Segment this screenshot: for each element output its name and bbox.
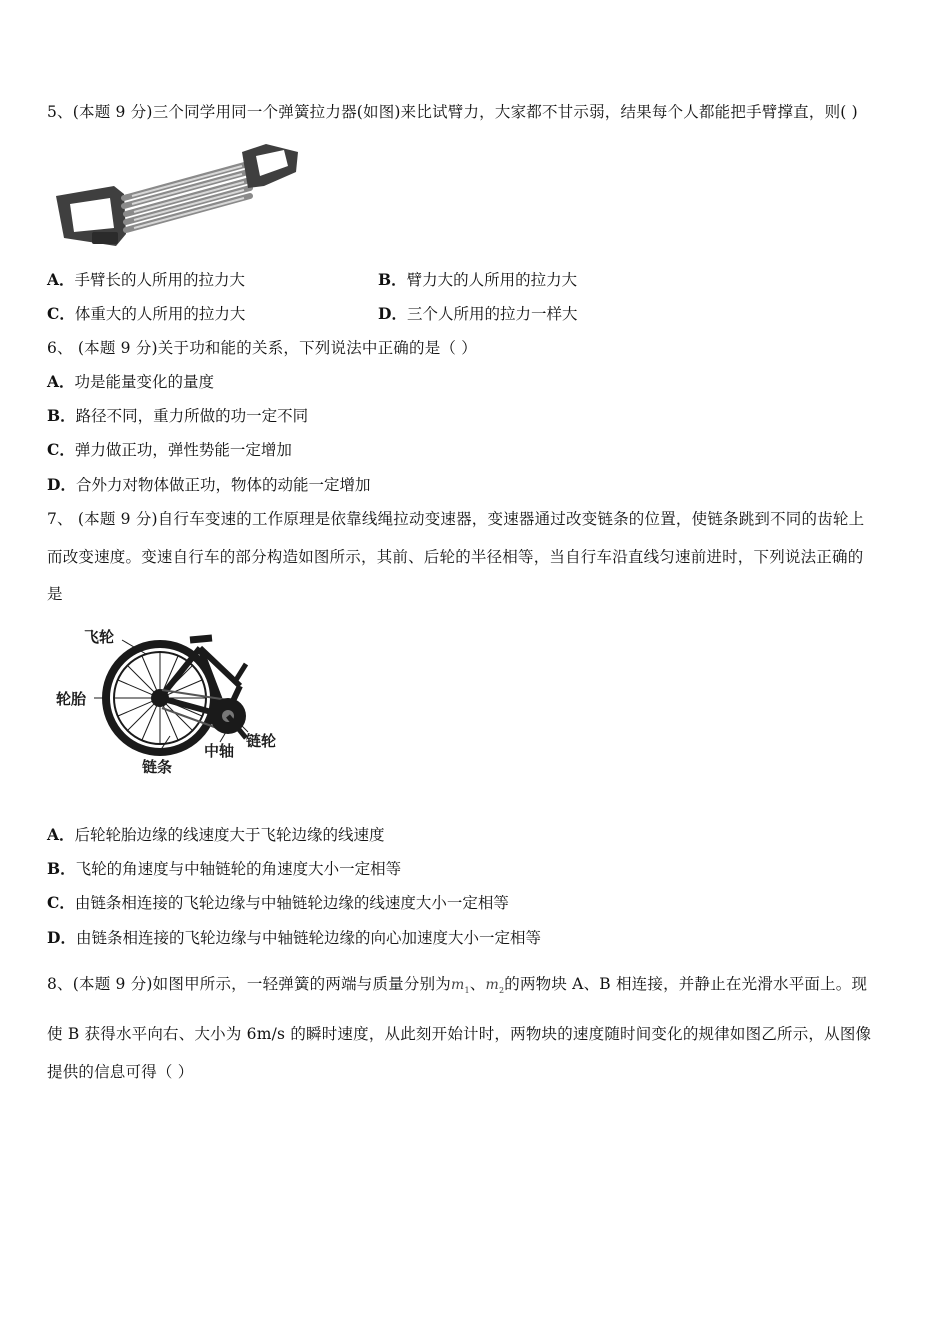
q6-option-a-letter: A． (47, 372, 75, 391)
q6-option-a[interactable] (47, 371, 214, 393)
m1-symbol: $m_1$ (450, 977, 470, 995)
right-handle-icon (242, 144, 298, 188)
spring-expander-figure (52, 138, 302, 250)
label-chain: 链条 (142, 758, 173, 776)
q5-option-a-text: 手臂长的人所用的拉力大 (74, 271, 246, 289)
q6-option-d-text: 合外力对物体做正功，物体的动能一定增加 (75, 476, 371, 494)
q7-option-b[interactable] (47, 858, 401, 880)
q6-option-d[interactable] (47, 474, 370, 496)
label-tire: 轮胎 (56, 690, 87, 708)
q6-option-a-text: 功是能量变化的量度 (74, 373, 215, 391)
bicycle-gear-figure (50, 620, 300, 780)
q8-stem-part-2: 的两物块 A、B 相连接，并静止在光滑水平面上。现 (504, 975, 868, 993)
q6-option-c[interactable] (47, 439, 292, 461)
q7-option-a-letter: A． (47, 825, 75, 844)
label-axle: 中轴 (204, 742, 235, 760)
q7-stem-line-2: 而改变速度。变速自行车的部分构造如图所示，其前、后轮的半径相等，当自行车沿直线匀速前进时，下列说法正确的 (47, 548, 864, 566)
q5-option-d-text: 三个人所用的拉力一样大 (406, 305, 578, 323)
q7-option-d-text: 由链条相连接的飞轮边缘与中轴链轮边缘的向心加速度大小一定相等 (75, 929, 541, 947)
q5-option-a[interactable] (47, 269, 245, 291)
label-flywheel: 飞轮 (84, 628, 115, 646)
q5-option-a-letter: A． (47, 270, 75, 289)
q5-stem: 5、(本题 9 分)三个同学用同一个弹簧拉力器(如图)来比试臂力，大家都不甘示弱，结果每个人都能把手臂撑直，则( ) (47, 103, 858, 121)
left-handle-icon (56, 186, 126, 246)
q5-option-c[interactable] (47, 303, 245, 325)
q7-option-c-text: 由链条相连接的飞轮边缘与中轴链轮边缘的线速度大小一定相等 (74, 894, 509, 912)
q5-option-b-text: 臂力大的人所用的拉力大 (406, 271, 578, 289)
q7-stem-line-3: 是 (47, 585, 63, 603)
q8-stem-line-2: 使 B 获得水平向右、大小为 6m/s 的瞬时速度，从此刻开始计时，两物块的速度随时间变化的规律如图乙所示，从图像 (47, 1025, 872, 1043)
q8-stem-line-3: 提供的信息可得（ ） (47, 1063, 194, 1081)
q7-option-a-text: 后轮轮胎边缘的线速度大于飞轮边缘的线速度 (74, 826, 385, 844)
q7-stem-line-1: 7、 (本题 9 分)自行车变速的工作原理是依靠线绳拉动变速器，变速器通过改变链条的位置，使链条跳到不同的齿轮上 (47, 510, 865, 528)
q8-stem-part-1: 8、(本题 9 分)如图甲所示，一轻弹簧的两端与质量分别为 (47, 975, 451, 993)
q8-stem-line-1 (47, 973, 867, 1002)
q5-option-d-letter: D． (378, 304, 407, 323)
q6-option-b-text: 路径不同，重力所做的功一定不同 (75, 407, 309, 425)
q6-option-c-text: 弹力做正功，弹性势能一定增加 (74, 441, 292, 459)
q6-option-d-letter: D． (47, 475, 76, 494)
q5-option-c-letter: C． (47, 304, 75, 323)
q6-option-b-letter: B． (47, 406, 76, 425)
q7-option-d-letter: D． (47, 928, 76, 947)
q5-option-b-letter: B． (378, 270, 407, 289)
q5-option-b[interactable] (378, 269, 577, 291)
q7-option-c[interactable] (47, 892, 509, 914)
q5-option-c-text: 体重大的人所用的拉力大 (74, 305, 246, 323)
q6-option-b[interactable] (47, 405, 308, 427)
m2-symbol: $m_2$ (485, 977, 505, 995)
q7-option-a[interactable] (47, 824, 385, 846)
q7-option-d[interactable] (47, 927, 541, 949)
q5-option-d[interactable] (378, 303, 577, 325)
q8-separator: 、 (469, 975, 486, 993)
q7-option-b-text: 飞轮的角速度与中轴链轮的角速度大小一定相等 (75, 860, 402, 878)
q6-stem: 6、 (本题 9 分)关于功和能的关系，下列说法中正确的是（ ） (47, 339, 477, 357)
q7-option-b-letter: B． (47, 859, 76, 878)
q7-option-c-letter: C． (47, 893, 75, 912)
q6-option-c-letter: C． (47, 440, 75, 459)
label-sprocket: 链轮 (246, 732, 277, 750)
